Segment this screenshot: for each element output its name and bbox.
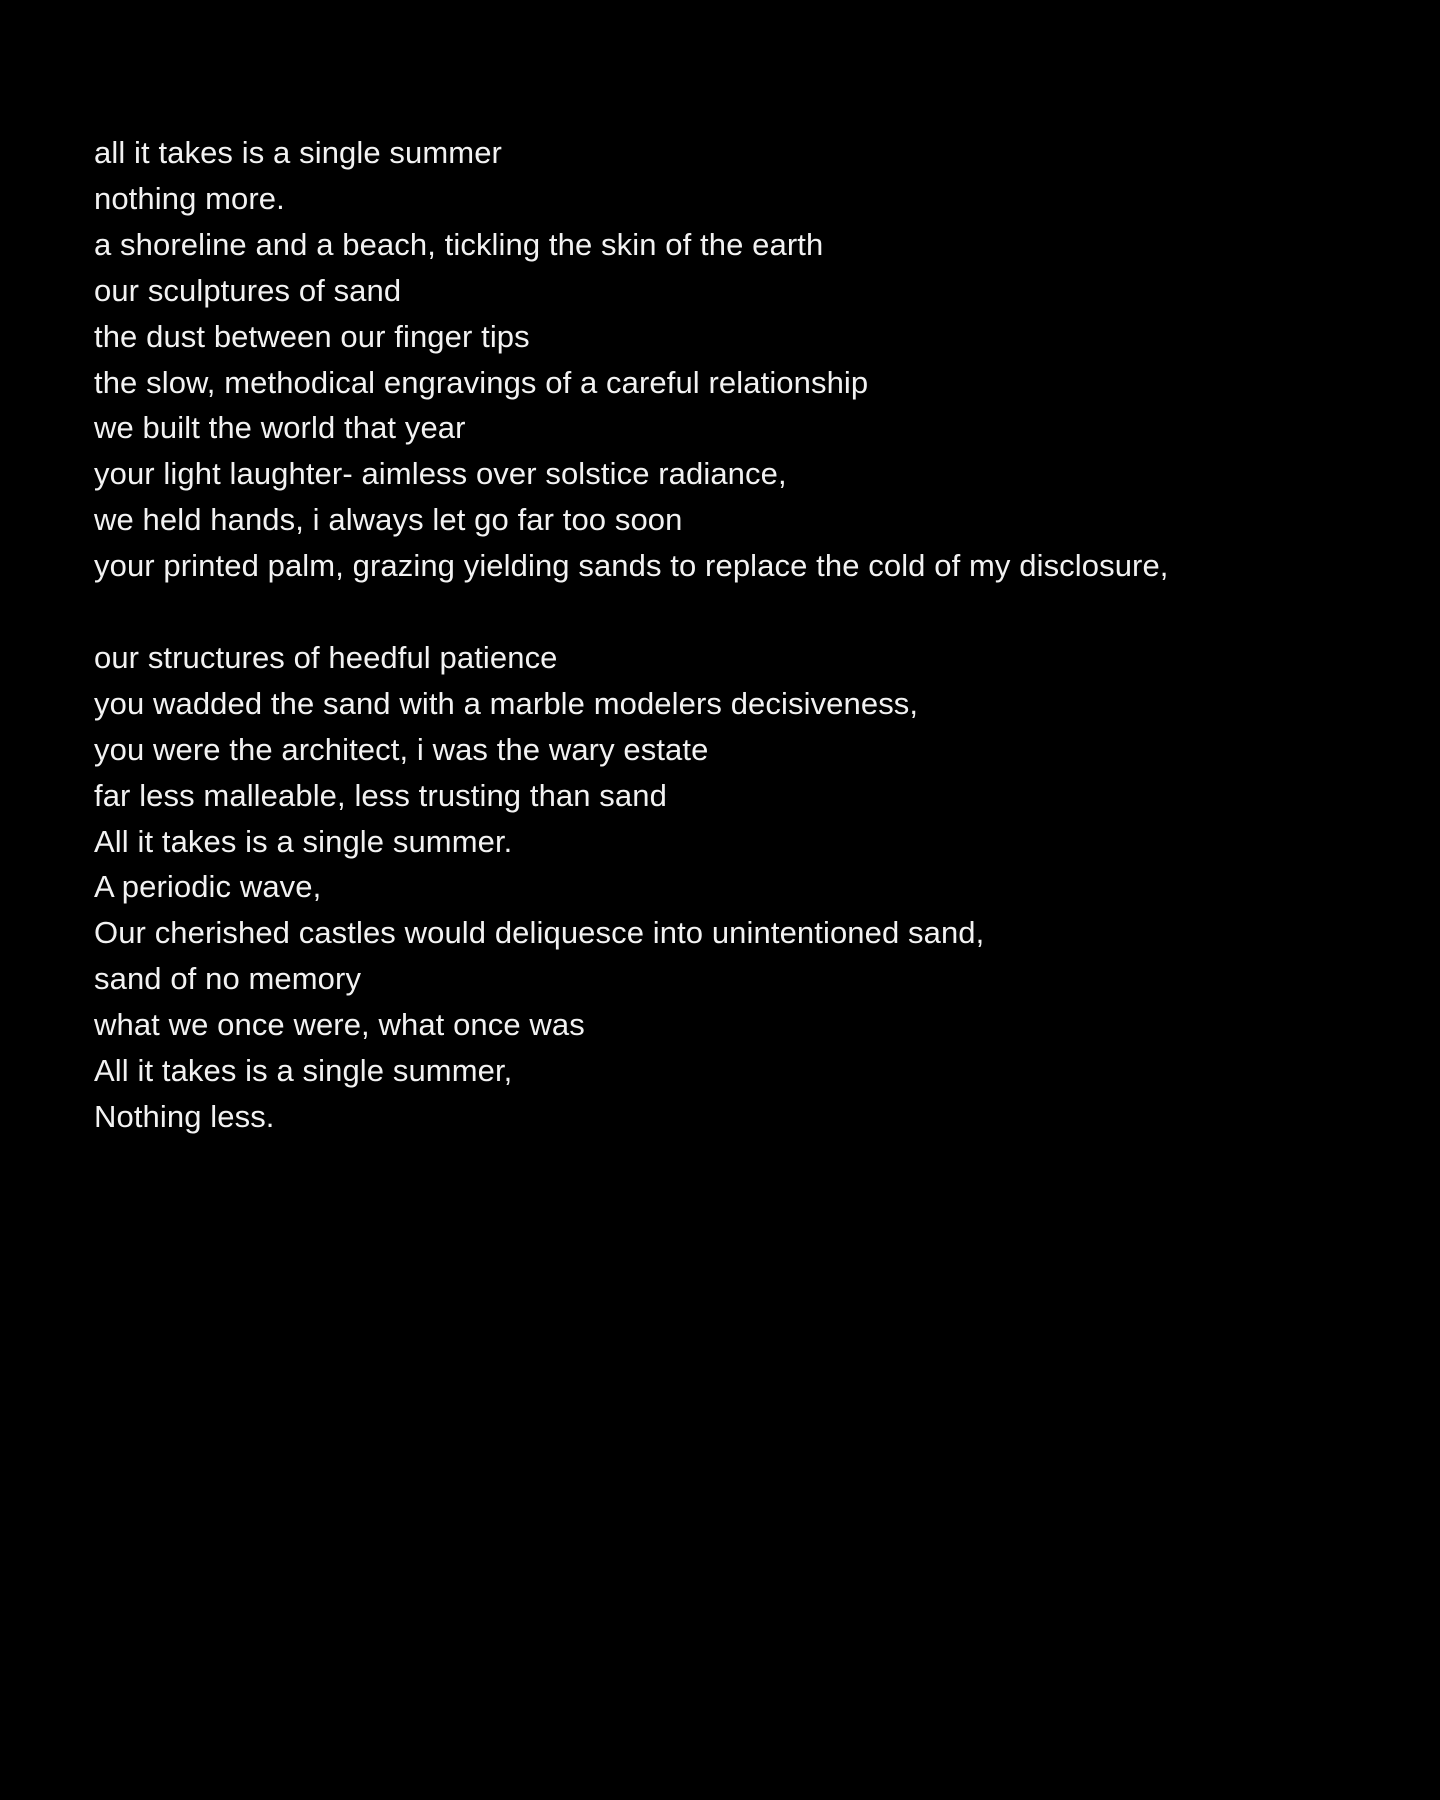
poem-line: your light laughter- aimless over solstice radiance, — [94, 456, 787, 492]
poem-line: we held hands, i always let go far too soon — [94, 502, 683, 538]
poem-line: you were the architect, i was the wary estate — [94, 731, 709, 767]
poem-line: your printed palm, grazing yielding sands to replace the cold of my disclosure, — [94, 548, 1169, 584]
poem-text — [94, 130, 1394, 1140]
poem-line: A periodic wave, — [94, 869, 322, 905]
poem-line: nothing more. — [94, 180, 285, 216]
stanza-1 — [94, 130, 1394, 589]
poem-line: Nothing less. — [94, 1099, 275, 1135]
poem-line: a shoreline and a beach, tickling the skin of the earth — [94, 226, 824, 262]
poem-line: we built the world that year — [94, 410, 466, 446]
poem-line: far less malleable, less trusting than sand — [94, 777, 667, 813]
poem-line: you wadded the sand with a marble modelers decisiveness, — [94, 685, 919, 721]
poem-line: All it takes is a single summer, — [94, 1053, 513, 1089]
poem-line: what we once were, what once was — [94, 1007, 585, 1043]
poem-line: the dust between our finger tips — [94, 318, 530, 354]
poem-line: the slow, methodical engravings of a careful relationship — [94, 364, 869, 400]
poem-line: our structures of heedful patience — [94, 639, 558, 675]
poem-line: All it takes is a single summer. — [94, 823, 513, 859]
poem-line: Our cherished castles would deliquesce into unintentioned sand, — [94, 915, 985, 951]
poem-line: all it takes is a single summer — [94, 135, 502, 170]
poem-line: sand of no memory — [94, 961, 362, 997]
stanza-2 — [94, 635, 1394, 1140]
poem-line: our sculptures of sand — [94, 272, 402, 308]
